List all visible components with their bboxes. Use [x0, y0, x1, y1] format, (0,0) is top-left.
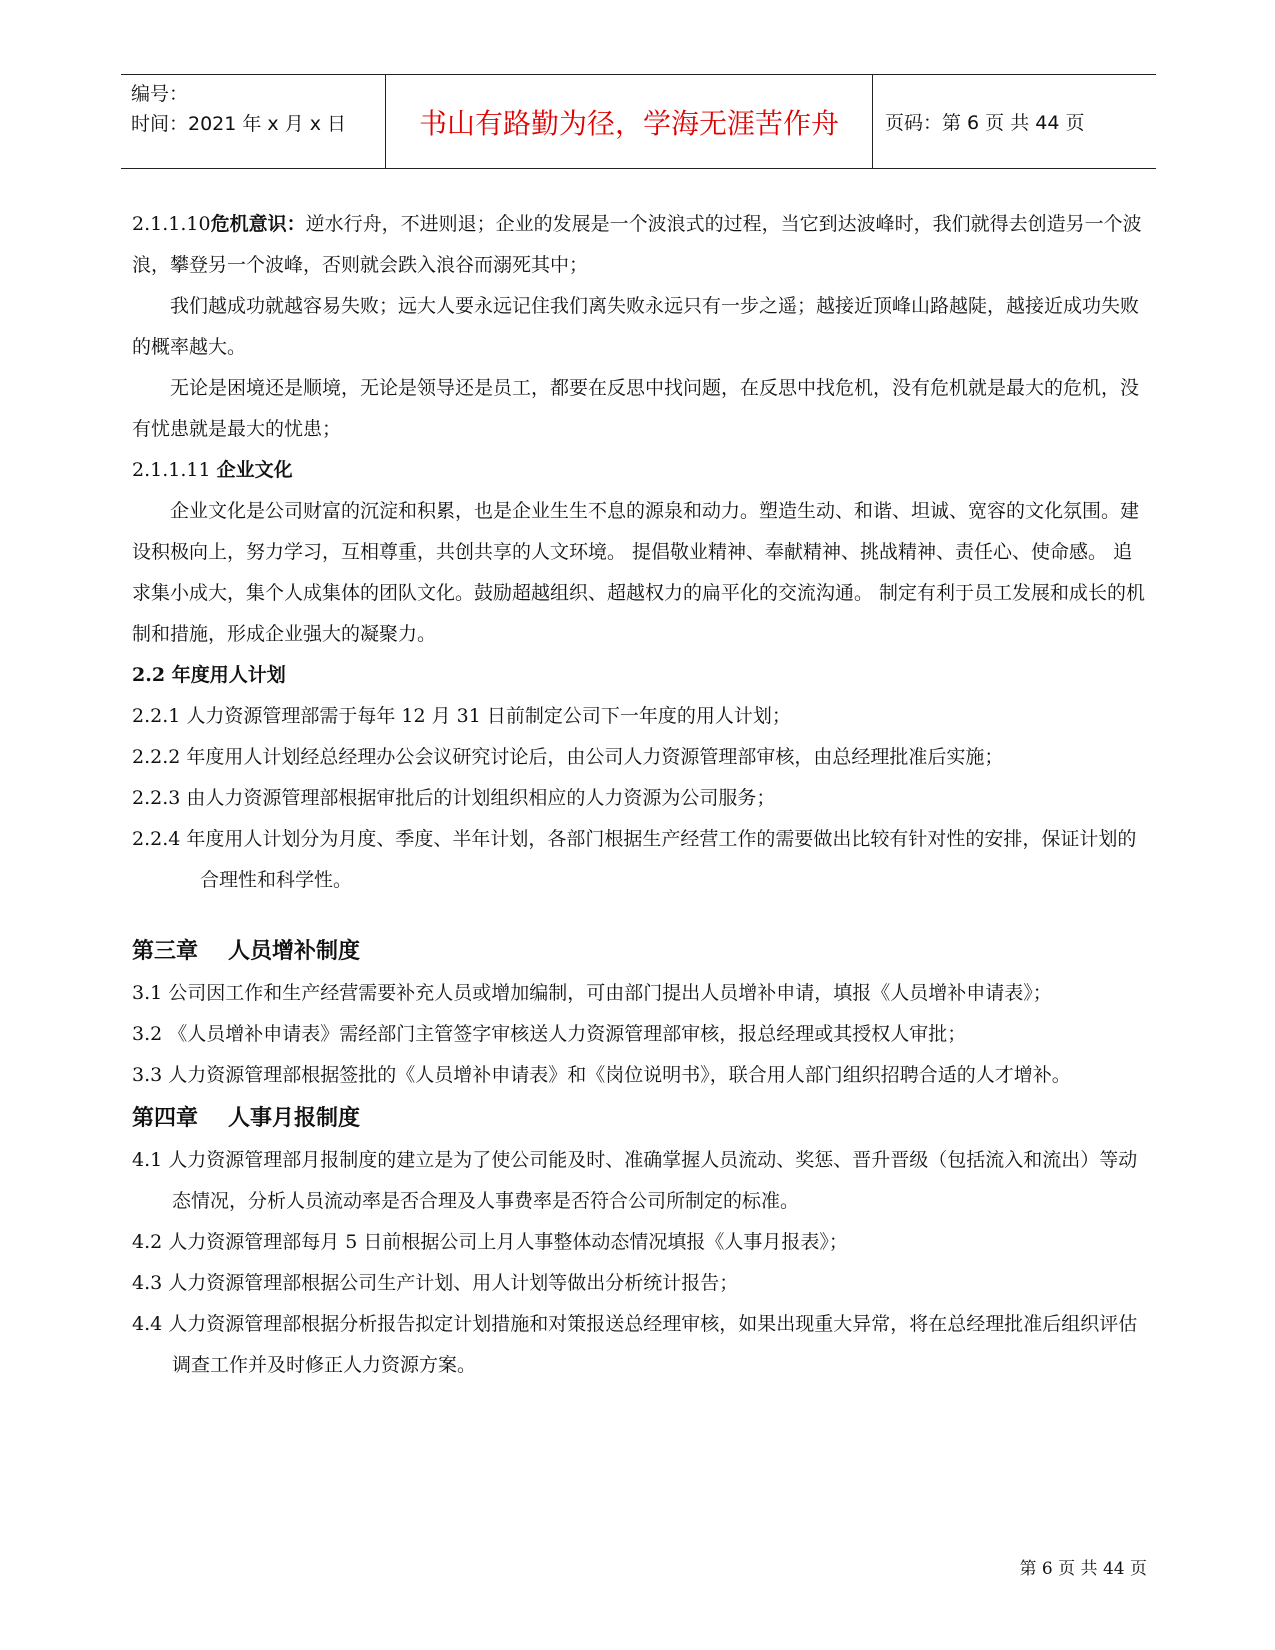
- paragraph-success: 我们越成功就越容易失败；远大人要永远记住我们离失败永远只有一步之遥；越接近顶峰山路越陡，越接近成功失败的概率越大。: [132, 295, 1140, 358]
- document-body: [132, 204, 1147, 1386]
- item-3-1: 3.1 公司因工作和生产经营需要补充人员或增加编制，可由部门提出人员增补申请，填报《人员增补申请表》；: [132, 982, 1052, 1004]
- section-title: 危机意识：: [210, 213, 306, 235]
- time-label: 时间：2021 年 x 月 x 日: [131, 113, 347, 135]
- chapter-title: 人事月报制度: [228, 1105, 361, 1131]
- item-2-2-1: 2.2.1 人力资源管理部需于每年 12 月 31 日前制定公司下一年度的用人计划；: [132, 705, 791, 727]
- item-4-3: 4.3 人力资源管理部根据公司生产计划、用人计划等做出分析统计报告；: [132, 1272, 739, 1294]
- page-header: [121, 74, 1156, 169]
- chapter-3-heading: [132, 929, 1147, 973]
- chapter-number: 第四章: [132, 1105, 199, 1131]
- section-text: 逆水行舟，不进则退；企业的发展是一个波浪式的过程，当它到达波峰时，我们就得去创造另一个波浪，攀登另一个波峰，否则就会跌入浪谷而溺死其中；: [132, 213, 1142, 276]
- number-label: 编号：: [131, 83, 189, 105]
- header-motto: 书山有路勤为径，学海无涯苦作舟: [386, 75, 873, 168]
- page-footer: 第 6 页 共 44 页: [1019, 1559, 1147, 1579]
- item-2-2-2: 2.2.2 年度用人计划经总经理办公会议研究讨论后，由公司人力资源管理部审核，由总经理批准后实施；: [132, 746, 1004, 768]
- paragraph-culture: 企业文化是公司财富的沉淀和积累，也是企业生生不息的源泉和动力。塑造生动、和谐、坦诚、宽容的文化氛围。建设积极向上，努力学习，互相尊重，共创共享的人文环境。 提倡敬业精神、奉献精神、挑战精神、责任心、使命感。 追求集小成大，集个人成集体的团队文化。鼓励超越组织、超越权力的扁平化的交流沟通。 制定有利于员工发展和成长的机制和措施，形成企业强大的凝聚力。: [132, 500, 1146, 645]
- header-meta: [121, 75, 386, 168]
- section-number: 2.2: [132, 664, 166, 686]
- section-number: 2.1.1.11: [132, 459, 211, 481]
- chapter-number: 第三章: [132, 938, 199, 964]
- section-2-1-1-10: [132, 204, 1147, 286]
- item-3-2: 3.2 《人员增补申请表》需经部门主管签字审核送人力资源管理部审核，报总经理或其授权人审批；: [132, 1023, 967, 1045]
- section-2-2: [132, 655, 1147, 696]
- chapter-title: 人员增补制度: [228, 938, 361, 964]
- item-4-1: 4.1 人力资源管理部月报制度的建立是为了使公司能及时、准确掌握人员流动、奖惩、晋升晋级（包括流入和流出）等动态情况，分析人员流动率是否合理及人事费率是否符合公司所制定的标准。: [132, 1149, 1138, 1212]
- header-page-info: 页码：第 6 页 共 44 页: [885, 112, 1085, 134]
- item-2-2-3: 2.2.3 由人力资源管理部根据审批后的计划组织相应的人力资源为公司服务；: [132, 787, 776, 809]
- section-2-1-1-11: [132, 450, 1147, 491]
- paragraph-crisis: 无论是困境还是顺境，无论是领导还是员工，都要在反思中找问题，在反思中找危机，没有危机就是最大的危机，没有忧患就是最大的忧患；: [132, 377, 1140, 440]
- item-2-2-4: 2.2.4 年度用人计划分为月度、季度、半年计划，各部门根据生产经营工作的需要做出比较有针对性的安排，保证计划的合理性和科学性。: [132, 828, 1137, 891]
- section-title: 年度用人计划: [171, 664, 286, 686]
- chapter-4-heading: [132, 1096, 1147, 1140]
- item-3-3: 3.3 人力资源管理部根据签批的《人员增补申请表》和《岗位说明书》，联合用人部门组织招聘合适的人才增补。: [132, 1064, 1071, 1086]
- section-number: 2.1.1.10: [132, 213, 211, 235]
- section-title: 企业文化: [216, 459, 293, 481]
- item-4-4: 4.4 人力资源管理部根据分析报告拟定计划措施和对策报送总经理审核，如果出现重大异常，将在总经理批准后组织评估调查工作并及时修正人力资源方案。: [132, 1313, 1138, 1376]
- item-4-2: 4.2 人力资源管理部每月 5 日前根据公司上月人事整体动态情况填报《人事月报表》；: [132, 1231, 848, 1253]
